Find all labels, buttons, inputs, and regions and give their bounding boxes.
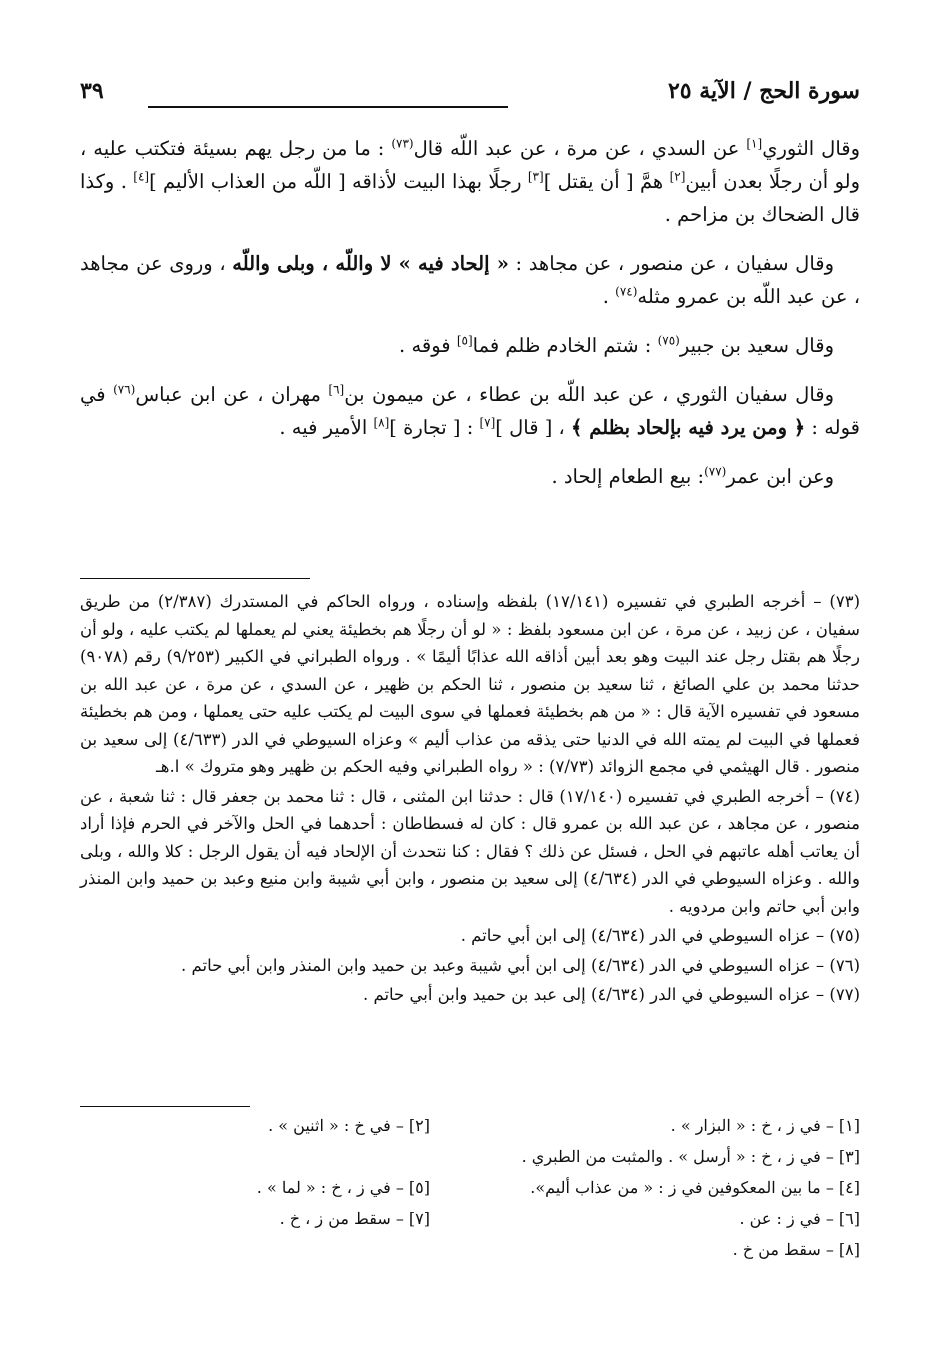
variant-3: [٣] – في ز ، خ : « أرسل » . والمثبت من الطبري . — [521, 1147, 860, 1166]
footnote-marker: (٧٤) — [615, 284, 638, 299]
variant-marker: [٤] — [133, 169, 150, 184]
variant-5: [٥] – في ز ، خ : « لما » . — [256, 1178, 430, 1197]
text-span: : ما من رجل يهم بسيئة فتكتب عليه ، ولو أن رجلًا بعدن أبين — [80, 137, 861, 193]
footnote-separator — [80, 578, 310, 579]
variant-marker: [٢] — [669, 169, 686, 184]
variant-marker: [٨] — [373, 415, 390, 430]
variant-7: [٧] – سقط من ز ، خ . — [279, 1209, 430, 1228]
variant-marker: [٣] — [527, 169, 544, 184]
text-span: وقال الثوري — [762, 137, 860, 160]
paragraph-5 — [80, 460, 860, 493]
main-text — [80, 132, 860, 509]
text-span: مهران ، عن ابن عباس — [135, 383, 329, 406]
page-number: ٣٩ — [80, 78, 104, 104]
text-span: ، وروى عن مجاهد ، عن عبد اللّه بن عمرو مثله — [80, 252, 860, 308]
variant-8: [٨] – سقط من خ . — [732, 1240, 860, 1259]
text-span: في قوله : — [80, 383, 860, 439]
text-span: وقال سعيد بن جبير — [679, 334, 834, 357]
text-span: وقال سفيان ، عن منصور ، عن مجاهد : — [508, 252, 834, 275]
variant-4: [٤] – ما بين المعكوفين في ز : « من عذاب أليم». — [530, 1178, 860, 1197]
variant-row — [80, 1178, 860, 1209]
footnote-marker: (٧٧) — [704, 464, 727, 479]
text-span: الأمير فيه . — [279, 416, 374, 439]
variant-row — [80, 1209, 860, 1240]
footnote-marker: (٧٣) — [391, 136, 414, 151]
variant-row — [80, 1147, 860, 1178]
variant-6: [٦] – في ز : عن . — [739, 1209, 860, 1228]
variants-separator — [80, 1106, 250, 1107]
footnote-76: (٧٦) – عزاه السيوطي في الدر (٤/٦٣٤) إلى ابن أبي شيبة وعبد بن حميد وابن المنذر وابن أبي حاتم . — [181, 955, 860, 975]
text-span: ، [ قال ] — [495, 416, 572, 439]
running-header — [80, 78, 860, 118]
text-span: همَّ [ أن يقتل ] — [543, 170, 670, 193]
text-span: . وكذا قال الضحاك بن مزاحم . — [80, 170, 860, 226]
text-span: عن السدي ، عن مرة ، عن عبد اللّه قال — [413, 137, 747, 160]
header-rule — [148, 106, 508, 108]
footnote-75: (٧٥) – عزاه السيوطي في الدر (٤/٦٣٤) إلى ابن أبي حاتم . — [460, 926, 860, 945]
bold-quote: « إلحاد فيه » لا واللّه ، وبلى واللّه — [232, 252, 509, 275]
variant-2: [٢] – في خ : « اثنين » . — [268, 1116, 430, 1135]
variant-marker: [٧] — [479, 415, 496, 430]
paragraph-4 — [80, 378, 860, 444]
footnote-marker: (٧٦) — [113, 382, 136, 397]
text-span: وعن ابن عمر — [726, 465, 834, 488]
variant-marker: [٦] — [328, 382, 345, 397]
book-page — [80, 70, 860, 1330]
variant-marker: [١] — [746, 136, 763, 151]
text-span: : شتم الخادم ظلم فما — [472, 334, 658, 357]
text-span: فوقه . — [399, 334, 457, 357]
quran-verse: ﴿ ومن يرد فيه بإلحاد بظلم ﴾ — [571, 416, 806, 439]
manuscript-variants — [80, 1116, 860, 1271]
text-span: : بيع الطعام إلحاد . — [551, 465, 705, 488]
footnote-74: (٧٤) – أخرجه الطبري في تفسيره (١٧/١٤٠) قال : حدثنا ابن المثنى ، قال : ثنا محمد بن جعفر قال : ثنا شعبة ، عن منصور ، عن مجاهد ، عن عبد الله بن عمرو قال : كان له فسطاطان : أحدهما في الحل والآخر في الحرم فإذا أراد أن يعاتب أهله عاتبهم في الحل ، فسئل عن ذلك ؟ فقال : كنا نتحدث أن الإلحاد فيه أن يقول الرجل : كلا والله ، وبلى والله . وعزاه السيوطي في الدر (٤/٦٣٤) إلى سعيد بن منصور ، وابن أبي شيبة وابن منيع وعبد بن حميد وابن المنذر وابن أبي حاتم وابن مردويه . — [80, 786, 860, 916]
paragraph-2 — [80, 247, 860, 313]
variant-marker: [٥] — [456, 333, 473, 348]
text-span: . — [602, 285, 616, 308]
footnote-77: (٧٧) – عزاه السيوطي في الدر (٤/٦٣٤) إلى عبد بن حميد وابن أبي حاتم . — [362, 985, 860, 1004]
text-span: : [ تجارة ] — [389, 416, 480, 439]
variant-row — [80, 1240, 860, 1271]
surah-title: سورة الحج / الآية ٢٥ — [667, 78, 860, 104]
paragraph-1 — [80, 132, 860, 231]
text-span: وقال سفيان الثوري ، عن عبد اللّه بن عطاء ، عن ميمون بن — [344, 383, 834, 406]
footnote-73: (٧٣) – أخرجه الطبري في تفسيره (١٧/١٤١) بلفظه وإسناده ، ورواه الحاكم في المستدرك (٢/٣٨٧) من طريق سفيان ، عن زبيد ، عن مرة ، عن ابن مسعود بلفظ : « لو أن رجلًا هم بخطيئة يعني لم يعملها لم يكتب عليه ، ولو أن رجلًا هم بقتل رجل عند البيت وهو بعد أبين أذاقه الله عذابًا أليمًا » . ورواه الطبراني في الكبير (٩/٢٥٣) رقم (٩٠٧٨) حدثنا محمد بن علي الصائغ ، ثنا سعيد بن منصور ، ثنا الحكم بن ظهير ، عن السدي ، عن مرة ، عن عبد الله بن مسعود في تفسيره الآية قال : « من هم بخطيئة فعملها في سوى البيت لم يكتب عليه حتى يعملها ، ومن هم بخطيئة فعملها في البيت لم يمته الله في الدنيا حتى يذقه من عذاب أليم » وعزاه السيوطي في الدر (٤/٦٣٣) إلى سعيد بن منصور . قال الهيثمي في مجمع الزوائد (٧/٧٣) : « رواه الطبراني وفيه الحكم بن ظهير وهو متروك » ا.هـ — [80, 592, 861, 776]
variant-row — [80, 1116, 860, 1147]
footnotes — [80, 588, 860, 1011]
paragraph-3 — [80, 329, 860, 362]
variant-1: [١] – في ز ، خ : « البزار » . — [670, 1116, 860, 1135]
text-span: رجلًا بهذا البيت لأذاقه [ اللّه من العذاب الأليم ] — [149, 170, 528, 193]
footnote-marker: (٧٥) — [657, 333, 680, 348]
